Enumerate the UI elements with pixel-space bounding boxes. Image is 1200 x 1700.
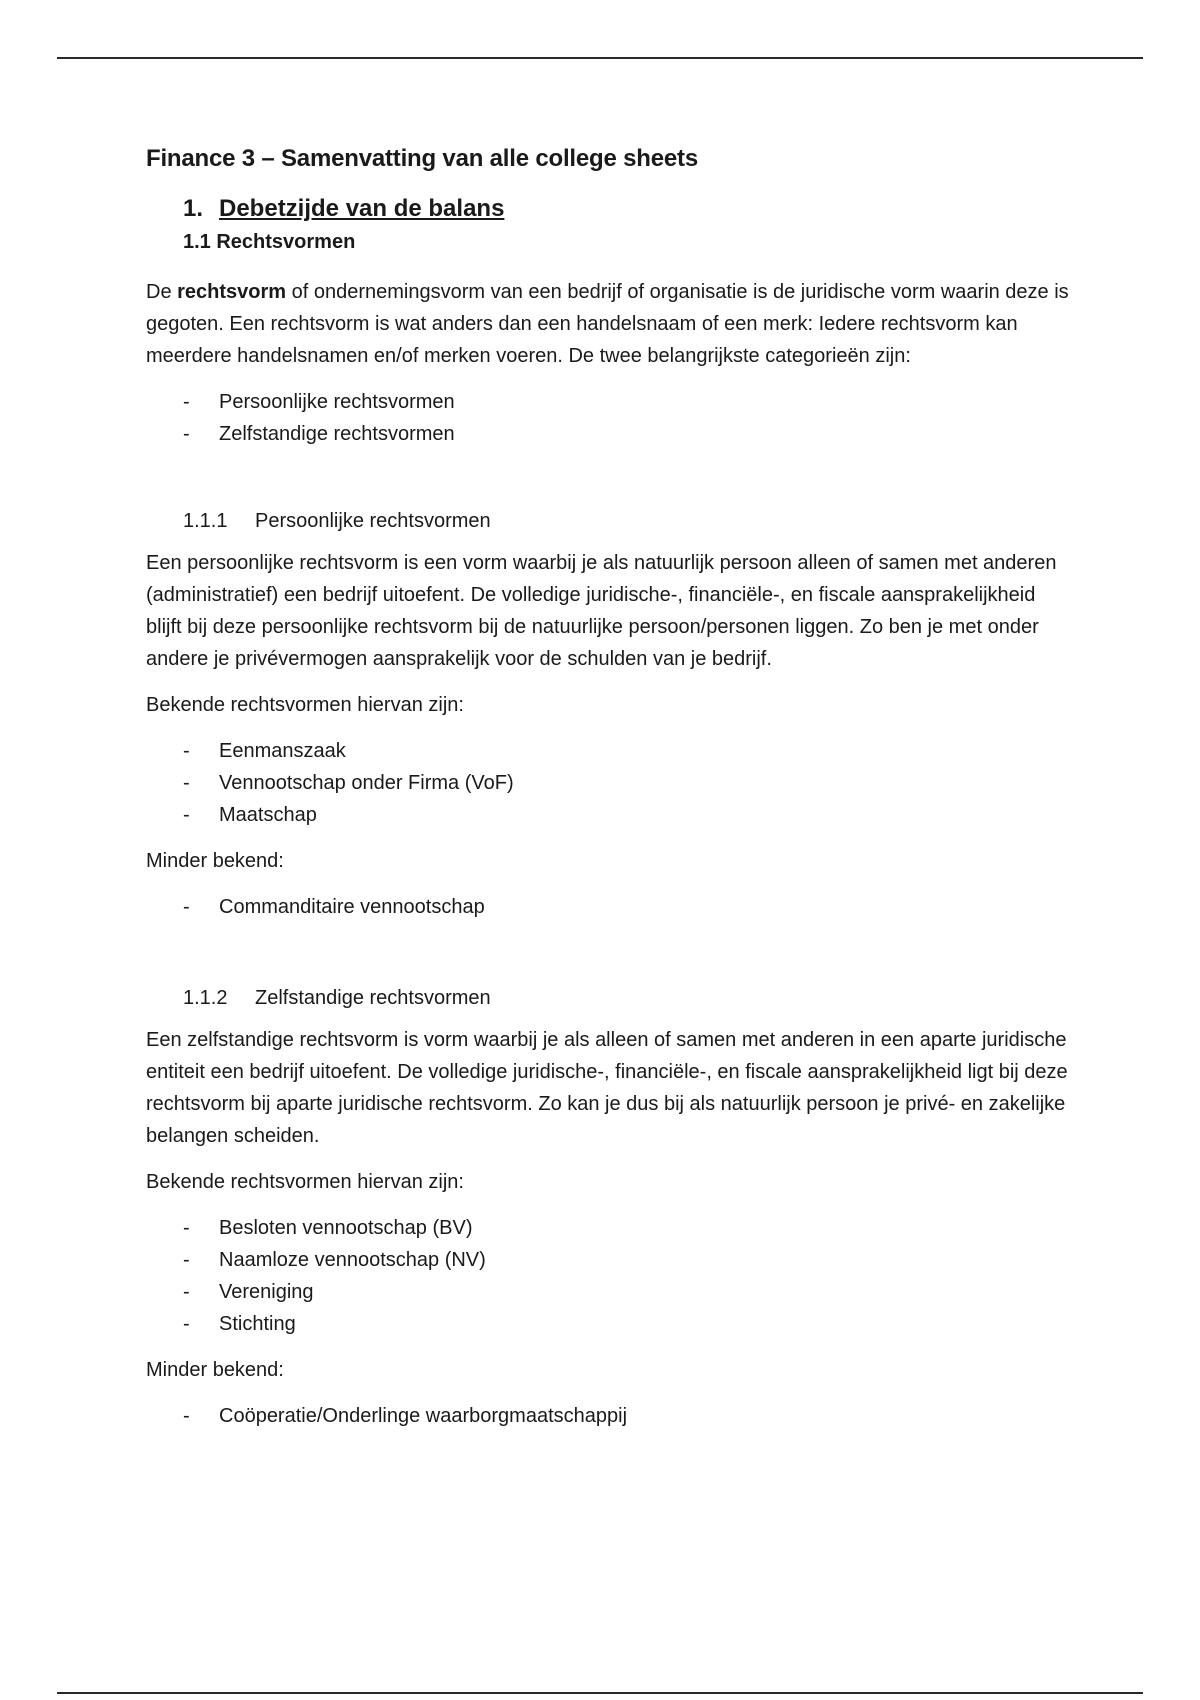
section-1-1-heading: 1.1 Rechtsvormen xyxy=(183,231,356,253)
list-item-text: Persoonlijke rechtsvormen xyxy=(219,391,455,413)
bullet-dash: - xyxy=(183,1313,190,1335)
list-item xyxy=(146,1400,1076,1432)
list-item xyxy=(146,1244,1076,1276)
bullet-dash: - xyxy=(183,391,190,413)
bullet-dash: - xyxy=(183,772,190,794)
list-item xyxy=(146,1308,1076,1340)
top-rule xyxy=(57,57,1143,59)
bullet-dash: - xyxy=(183,740,190,762)
persoonlijke-known-list xyxy=(146,735,1076,831)
list-item-text: Stichting xyxy=(219,1313,296,1335)
bullet-dash: - xyxy=(183,804,190,826)
document-title: Finance 3 – Samenvatting van alle college sheets xyxy=(146,145,698,172)
section-1-1-2-heading xyxy=(183,987,1076,1010)
list-item xyxy=(146,1276,1076,1308)
known-forms-label: Bekende rechtsvormen hiervan zijn: xyxy=(146,1171,464,1193)
less-known-label: Minder bekend: xyxy=(146,850,284,872)
bullet-dash: - xyxy=(183,1249,190,1271)
bottom-rule xyxy=(57,1692,1143,1694)
list-item xyxy=(146,891,1076,923)
section-1-heading xyxy=(183,195,1076,223)
list-item xyxy=(146,767,1076,799)
section-1-1-2-title: Zelfstandige rechtsvormen xyxy=(255,987,491,1009)
intro-post: of ondernemingsvorm van een bedrijf of organisatie is de juridische vorm waarin deze is gegoten. Een rechtsvorm is wat anders dan een handelsnaam of een merk: Iedere rechtsvorm kan meerdere handelsnamen en/of merken voeren. De twee belangrijkste categorieën zijn: xyxy=(146,281,1069,367)
section-1-1-2-number: 1.1.2 xyxy=(183,987,228,1009)
intro-bold-term: rechtsvorm xyxy=(177,281,287,303)
list-item-text: Coöperatie/Onderlinge waarborgmaatschappij xyxy=(219,1405,628,1427)
intro-pre: De xyxy=(146,281,178,303)
section-1-1-intro xyxy=(146,276,1076,372)
section-1-number: 1. xyxy=(183,195,204,222)
section-1-1-1-paragraph: Een persoonlijke rechtsvorm is een vorm waarbij je als natuurlijk persoon alleen of samen met anderen (administratief) een bedrijf uitoefent. De volledige juridische-, financiële-, en fiscale aansprakelijkheid blijft bij deze persoonlijke rechtsvorm bij de natuurlijke persoon/personen liggen. Zo ben je met onder andere je privévermogen aansprakelijk voor de schulden van je bedrijf. xyxy=(146,552,1057,670)
section-1-1-1-title: Persoonlijke rechtsvormen xyxy=(255,510,491,532)
list-item xyxy=(146,1212,1076,1244)
list-item-text: Zelfstandige rechtsvormen xyxy=(219,423,455,445)
list-item xyxy=(146,735,1076,767)
list-item-text: Commanditaire vennootschap xyxy=(219,896,485,918)
list-item-text: Vennootschap onder Firma (VoF) xyxy=(219,772,514,794)
list-item xyxy=(146,418,1076,450)
section-1-1-2-paragraph: Een zelfstandige rechtsvorm is vorm waarbij je als alleen of samen met anderen in een aparte juridische entiteit een bedrijf uitoefent. De volledige juridische-, financiële-, en fiscale aansprakelijkheid ligt bij deze rechtsvorm bij aparte juridische rechtsvorm. Zo kan je dus bij als natuurlijk persoon je privé- en zakelijke belangen scheiden. xyxy=(146,1029,1068,1147)
section-1-title: Debetzijde van de balans xyxy=(219,195,505,222)
list-item xyxy=(146,386,1076,418)
bullet-dash: - xyxy=(183,1217,190,1239)
less-known-label: Minder bekend: xyxy=(146,1359,284,1381)
list-item-text: Vereniging xyxy=(219,1281,314,1303)
known-forms-label: Bekende rechtsvormen hiervan zijn: xyxy=(146,694,464,716)
list-item-text: Naamloze vennootschap (NV) xyxy=(219,1249,486,1271)
zelfstandige-known-list xyxy=(146,1212,1076,1340)
zelfstandige-less-known-list xyxy=(146,1400,1076,1432)
list-item-text: Besloten vennootschap (BV) xyxy=(219,1217,473,1239)
bullet-dash: - xyxy=(183,1281,190,1303)
list-item-text: Maatschap xyxy=(219,804,317,826)
list-item-text: Eenmanszaak xyxy=(219,740,346,762)
bullet-dash: - xyxy=(183,896,190,918)
section-1-1-1-heading xyxy=(183,510,1076,533)
bullet-dash: - xyxy=(183,1405,190,1427)
categories-list xyxy=(146,386,1076,450)
persoonlijke-less-known-list xyxy=(146,891,1076,923)
section-1-1-1-number: 1.1.1 xyxy=(183,510,228,532)
document-page xyxy=(146,145,1076,1446)
bullet-dash: - xyxy=(183,423,190,445)
list-item xyxy=(146,799,1076,831)
